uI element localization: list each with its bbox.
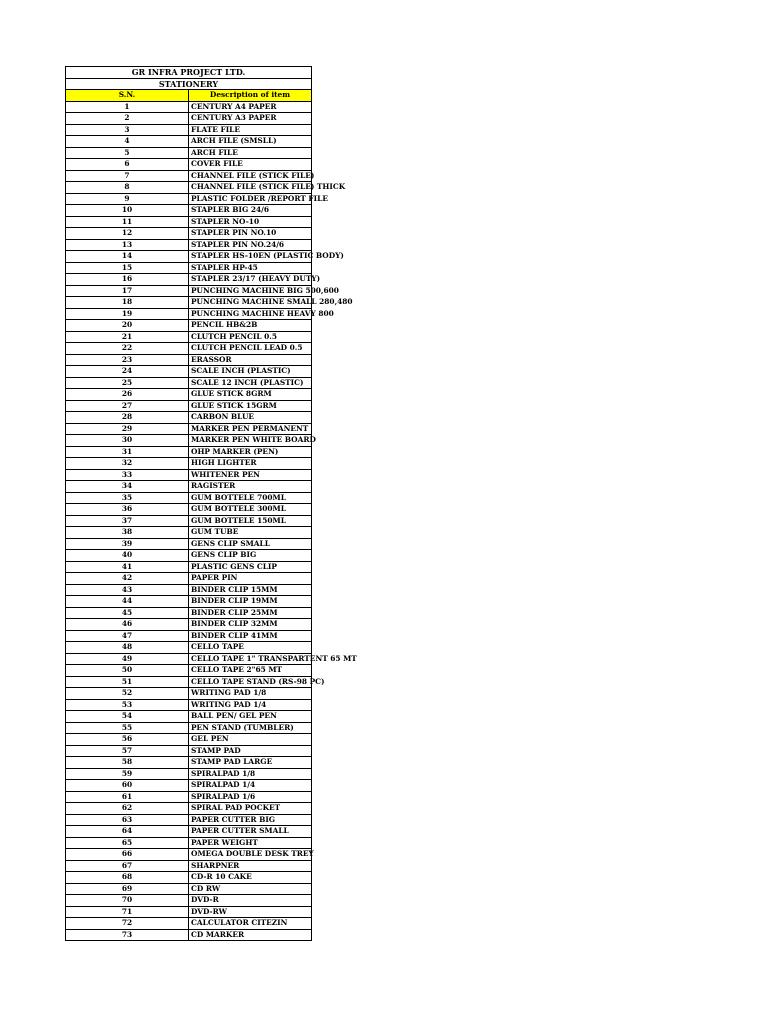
item-description: CELLO TAPE 1" TRANSPARTENT 65 MT — [189, 653, 312, 665]
item-description: CD RW — [189, 883, 312, 895]
table-row — [66, 458, 312, 470]
table-row — [66, 918, 312, 930]
table-row — [66, 527, 312, 539]
table-row — [66, 653, 312, 665]
item-description: PENCIL HB&2B — [189, 320, 312, 332]
item-description: ARCH FILE (SMSLL) — [189, 136, 312, 148]
item-sn: 60 — [66, 780, 189, 792]
item-sn: 14 — [66, 251, 189, 263]
item-description: GLUE STICK 8GRM — [189, 389, 312, 401]
item-sn: 3 — [66, 124, 189, 136]
item-sn: 30 — [66, 435, 189, 447]
item-description: CHANNEL FILE (STICK FILE) — [189, 170, 312, 182]
table-row — [66, 872, 312, 884]
table-row — [66, 849, 312, 861]
item-description: SHARPNER — [189, 860, 312, 872]
table-row — [66, 228, 312, 240]
table-row — [66, 515, 312, 527]
item-description: STAPLER PIN NO.24/6 — [189, 239, 312, 251]
item-sn: 41 — [66, 561, 189, 573]
item-description: PAPER CUTTER SMALL — [189, 826, 312, 838]
table-row — [66, 814, 312, 826]
item-sn: 70 — [66, 895, 189, 907]
table-row — [66, 366, 312, 378]
table-row — [66, 435, 312, 447]
table-row — [66, 136, 312, 148]
table-row — [66, 147, 312, 159]
table-row — [66, 837, 312, 849]
column-header-description: Description of item — [189, 90, 312, 102]
table-row — [66, 607, 312, 619]
table-row — [66, 446, 312, 458]
item-description: SPIRALPAD 1/4 — [189, 780, 312, 792]
item-sn: 45 — [66, 607, 189, 619]
item-description: GUM BOTTELE 700ML — [189, 492, 312, 504]
table-row — [66, 676, 312, 688]
item-sn: 26 — [66, 389, 189, 401]
item-description: CLUTCH PENCIL LEAD 0.5 — [189, 343, 312, 355]
item-description: CENTURY A3 PAPER — [189, 113, 312, 125]
item-sn: 6 — [66, 159, 189, 171]
item-description: GUM TUBE — [189, 527, 312, 539]
item-sn: 59 — [66, 768, 189, 780]
item-sn: 47 — [66, 630, 189, 642]
item-description: CENTURY A4 PAPER — [189, 101, 312, 113]
table-row — [66, 745, 312, 757]
item-sn: 65 — [66, 837, 189, 849]
item-sn: 33 — [66, 469, 189, 481]
item-sn: 48 — [66, 642, 189, 654]
item-sn: 16 — [66, 274, 189, 286]
item-description: PUNCHING MACHINE SMALL 280,480 — [189, 297, 312, 309]
table-row — [66, 722, 312, 734]
item-description: HIGH LIGHTER — [189, 458, 312, 470]
item-description: BINDER CLIP 41MM — [189, 630, 312, 642]
table-row — [66, 389, 312, 401]
item-description: PLASTIC FOLDER /REPORT FILE — [189, 193, 312, 205]
table-row — [66, 596, 312, 608]
item-sn: 11 — [66, 216, 189, 228]
item-sn: 63 — [66, 814, 189, 826]
table-row — [66, 619, 312, 631]
item-description: OMEGA DOUBLE DESK TREY — [189, 849, 312, 861]
item-description: CLUTCH PENCIL 0.5 — [189, 331, 312, 343]
item-sn: 58 — [66, 757, 189, 769]
item-sn: 67 — [66, 860, 189, 872]
item-sn: 15 — [66, 262, 189, 274]
item-description: CHANNEL FILE (STICK FILE) THICK — [189, 182, 312, 194]
category-title: STATIONERY — [66, 78, 312, 90]
item-sn: 8 — [66, 182, 189, 194]
table-row — [66, 354, 312, 366]
item-description: STAPLER HS-10EN (PLASTIC BODY) — [189, 251, 312, 263]
table-row — [66, 205, 312, 217]
item-description: STAMP PAD LARGE — [189, 757, 312, 769]
item-description: FLATE FILE — [189, 124, 312, 136]
item-sn: 13 — [66, 239, 189, 251]
category-title-row — [66, 78, 312, 90]
item-sn: 51 — [66, 676, 189, 688]
table-row — [66, 642, 312, 654]
table-row — [66, 343, 312, 355]
item-sn: 50 — [66, 665, 189, 677]
item-sn: 64 — [66, 826, 189, 838]
item-sn: 9 — [66, 193, 189, 205]
table-row — [66, 423, 312, 435]
item-sn: 18 — [66, 297, 189, 309]
table-row — [66, 170, 312, 182]
item-description: GUM BOTTELE 150ML — [189, 515, 312, 527]
table-row — [66, 711, 312, 723]
item-sn: 19 — [66, 308, 189, 320]
table-row — [66, 826, 312, 838]
item-sn: 68 — [66, 872, 189, 884]
item-description: PAPER WEIGHT — [189, 837, 312, 849]
table-row — [66, 550, 312, 562]
item-description: CARBON BLUE — [189, 412, 312, 424]
item-description: CELLO TAPE STAND (RS-98 PC) — [189, 676, 312, 688]
item-sn: 17 — [66, 285, 189, 297]
item-description: DVD-R — [189, 895, 312, 907]
item-sn: 34 — [66, 481, 189, 493]
table-row — [66, 699, 312, 711]
item-description: SCALE 12 INCH (PLASTIC) — [189, 377, 312, 389]
table-row — [66, 734, 312, 746]
table-row — [66, 216, 312, 228]
item-sn: 44 — [66, 596, 189, 608]
table-row — [66, 561, 312, 573]
item-sn: 42 — [66, 573, 189, 585]
table-row — [66, 182, 312, 194]
item-sn: 38 — [66, 527, 189, 539]
item-description: GLUE STICK 15GRM — [189, 400, 312, 412]
item-sn: 5 — [66, 147, 189, 159]
item-description: ERASSOR — [189, 354, 312, 366]
item-description: SPIRALPAD 1/6 — [189, 791, 312, 803]
table-row — [66, 193, 312, 205]
item-description: BALL PEN/ GEL PEN — [189, 711, 312, 723]
table-row — [66, 297, 312, 309]
item-description: GENS CLIP BIG — [189, 550, 312, 562]
item-sn: 56 — [66, 734, 189, 746]
item-description: SPIRAL PAD POCKET — [189, 803, 312, 815]
item-description: PEN STAND (TUMBLER) — [189, 722, 312, 734]
item-sn: 43 — [66, 584, 189, 596]
item-sn: 46 — [66, 619, 189, 631]
table-row — [66, 320, 312, 332]
table-row — [66, 584, 312, 596]
table-row — [66, 481, 312, 493]
item-description: PUNCHING MACHINE BIG 500,600 — [189, 285, 312, 297]
item-description: CALCULATOR CITEZIN — [189, 918, 312, 930]
column-header-sn: S.N. — [66, 90, 189, 102]
table-row — [66, 803, 312, 815]
table-row — [66, 101, 312, 113]
table-row — [66, 504, 312, 516]
table-row — [66, 538, 312, 550]
item-description: WHITENER PEN — [189, 469, 312, 481]
item-sn: 40 — [66, 550, 189, 562]
table-row — [66, 780, 312, 792]
table-row — [66, 883, 312, 895]
item-description: STAPLER PIN NO.10 — [189, 228, 312, 240]
item-description: SCALE INCH (PLASTIC) — [189, 366, 312, 378]
table-row — [66, 377, 312, 389]
item-description: CELLO TAPE — [189, 642, 312, 654]
item-description: CELLO TAPE 2"65 MT — [189, 665, 312, 677]
column-header-row — [66, 90, 312, 102]
item-sn: 4 — [66, 136, 189, 148]
item-description: GENS CLIP SMALL — [189, 538, 312, 550]
item-sn: 53 — [66, 699, 189, 711]
table-row — [66, 469, 312, 481]
item-description: PLASTIC GENS CLIP — [189, 561, 312, 573]
item-description: SPIRALPAD 1/8 — [189, 768, 312, 780]
item-sn: 61 — [66, 791, 189, 803]
table-row — [66, 573, 312, 585]
item-sn: 12 — [66, 228, 189, 240]
item-description: STAMP PAD — [189, 745, 312, 757]
item-description: OHP MARKER (PEN) — [189, 446, 312, 458]
table-row — [66, 630, 312, 642]
item-sn: 31 — [66, 446, 189, 458]
table-row — [66, 400, 312, 412]
item-description: BINDER CLIP 15MM — [189, 584, 312, 596]
item-sn: 73 — [66, 929, 189, 941]
table-row — [66, 308, 312, 320]
table-row — [66, 274, 312, 286]
stationery-table — [65, 66, 357, 941]
item-sn: 69 — [66, 883, 189, 895]
table-row — [66, 492, 312, 504]
table-row — [66, 124, 312, 136]
item-sn: 32 — [66, 458, 189, 470]
item-sn: 27 — [66, 400, 189, 412]
item-description: WRITING PAD 1/8 — [189, 688, 312, 700]
item-sn: 72 — [66, 918, 189, 930]
item-sn: 7 — [66, 170, 189, 182]
item-description: GUM BOTTELE 300ML — [189, 504, 312, 516]
item-description: CD MARKER — [189, 929, 312, 941]
item-description: STAPLER 23/17 (HEAVY DUTY) — [189, 274, 312, 286]
item-sn: 22 — [66, 343, 189, 355]
item-sn: 39 — [66, 538, 189, 550]
item-sn: 55 — [66, 722, 189, 734]
item-description: STAPLER HP-45 — [189, 262, 312, 274]
table-row — [66, 791, 312, 803]
table-row — [66, 251, 312, 263]
item-description: WRITING PAD 1/4 — [189, 699, 312, 711]
table-row — [66, 665, 312, 677]
item-description: PAPER PIN — [189, 573, 312, 585]
item-description: DVD-RW — [189, 906, 312, 918]
item-description: PUNCHING MACHINE HEAVY 800 — [189, 308, 312, 320]
table-row — [66, 860, 312, 872]
table-row — [66, 895, 312, 907]
item-sn: 21 — [66, 331, 189, 343]
item-sn: 57 — [66, 745, 189, 757]
item-sn: 71 — [66, 906, 189, 918]
item-description: MARKER PEN PERMANENT — [189, 423, 312, 435]
table-row — [66, 262, 312, 274]
item-sn: 62 — [66, 803, 189, 815]
item-description: CD-R 10 CAKE — [189, 872, 312, 884]
table-row — [66, 768, 312, 780]
company-title: GR INFRA PROJECT LTD. — [66, 67, 312, 79]
item-sn: 10 — [66, 205, 189, 217]
item-sn: 29 — [66, 423, 189, 435]
item-sn: 2 — [66, 113, 189, 125]
table-row — [66, 113, 312, 125]
item-sn: 36 — [66, 504, 189, 516]
item-description: BINDER CLIP 25MM — [189, 607, 312, 619]
item-description: ARCH FILE — [189, 147, 312, 159]
table-row — [66, 929, 312, 941]
item-description: RAGISTER — [189, 481, 312, 493]
item-sn: 49 — [66, 653, 189, 665]
table-row — [66, 757, 312, 769]
item-description: PAPER CUTTER BIG — [189, 814, 312, 826]
item-sn: 54 — [66, 711, 189, 723]
item-description: GEL PEN — [189, 734, 312, 746]
item-description: BINDER CLIP 19MM — [189, 596, 312, 608]
item-sn: 25 — [66, 377, 189, 389]
item-sn: 1 — [66, 101, 189, 113]
company-title-row — [66, 67, 312, 79]
table-row — [66, 285, 312, 297]
item-sn: 20 — [66, 320, 189, 332]
item-sn: 37 — [66, 515, 189, 527]
item-description: STAPLER NO-10 — [189, 216, 312, 228]
item-description: COVER FILE — [189, 159, 312, 171]
item-sn: 23 — [66, 354, 189, 366]
item-sn: 24 — [66, 366, 189, 378]
item-sn: 28 — [66, 412, 189, 424]
table-row — [66, 688, 312, 700]
table-row — [66, 906, 312, 918]
table-row — [66, 159, 312, 171]
item-sn: 52 — [66, 688, 189, 700]
item-description: BINDER CLIP 32MM — [189, 619, 312, 631]
table-row — [66, 239, 312, 251]
table-row — [66, 331, 312, 343]
item-description: STAPLER BIG 24/6 — [189, 205, 312, 217]
item-description: MARKER PEN WHITE BOARD — [189, 435, 312, 447]
table-row — [66, 412, 312, 424]
item-sn: 35 — [66, 492, 189, 504]
item-sn: 66 — [66, 849, 189, 861]
